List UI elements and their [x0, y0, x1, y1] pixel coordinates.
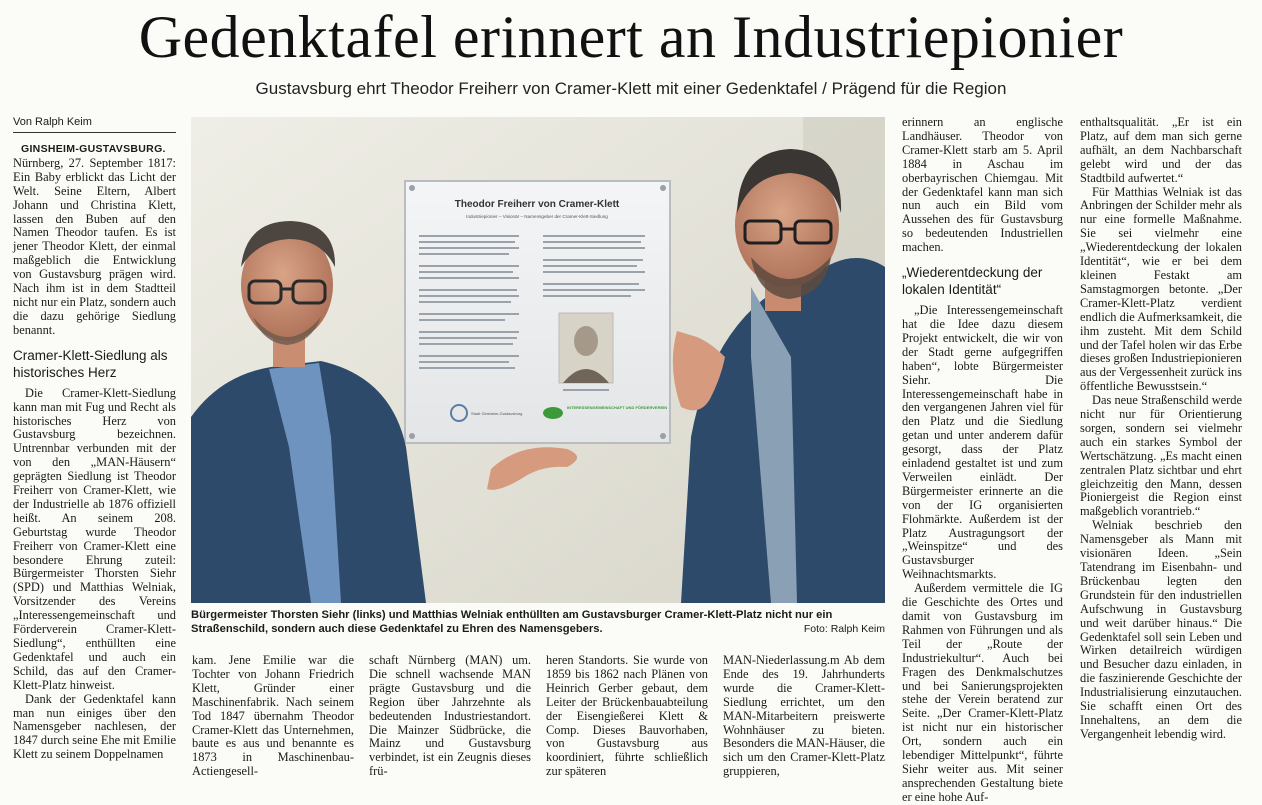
photo-illustration — [191, 117, 885, 603]
paragraph: Dank der Gedenktafel kann man nun einiges über den Namensgeber nachlesen, der 1847 durch seine Ehe mit Emilie Klett zu seinem Doppelnamen — [13, 691, 176, 762]
article-column-3 — [369, 654, 531, 779]
paragraph: Welniak beschrieb den Namensgeber als Mann mit visionären Ideen. „Sein Tatendrang im Eisenbahn- und Brückenbau legten den Grundstein für den industriellen Aufschwung in Gustavsburg und weit darüber hinaus.“ Die Gedenktafel soll sein Leben und Wirken detailreich würdigen und Besucher dazu einladen, in die faszinierende Geschichte der Industrialisierung einzutauchen. Sie schafft einen Ort des Innehaltens, an dem die Vergangenheit lebendig wird. — [1080, 518, 1242, 741]
subhead-identitaet: „Wiederentdeckung der lokalen Identität“ — [902, 265, 1043, 298]
plaque-logo-right: INTERESSENGEMEINSCHAFT UND FÖRDERVEREIN — [567, 405, 668, 410]
subhead-siedlung: Cramer-Klett-Siedlung als historisches Herz — [13, 347, 168, 380]
article-column-6 — [902, 116, 1063, 805]
article-column-1 — [13, 116, 176, 762]
article-column-5 — [723, 654, 885, 779]
photo-credit: Foto: Ralph Keim — [803, 623, 885, 635]
article-column-2 — [192, 654, 354, 779]
paragraph: „Die Interessengemeinschaft hat die Idee dazu diesem Projekt entwickelt, die wir von der Stadt gerne aufgegriffen haben“, lobte Bürgermeister Siehr. Die Interessengemeinschaft habe in den vergangenen Jahren viel für den Platz und die Siedlung getan und unter anderem dafür gesorgt, dass der Platz einladend gestaltet ist und zum Verweilen einlädt. Der Bürgermeister erinnerte an die von der IG organisierten Flohmärkte. Außerdem ist der Platz Austragungsort der „Weinspitze“ und des Gustavsburger Weihnachtsmarkts. — [902, 303, 1063, 582]
article-column-4 — [546, 654, 708, 779]
plaque-title: Theodor Freiherr von Cramer-Klett — [454, 199, 620, 210]
article-photo — [191, 117, 885, 603]
article-column-7 — [1080, 116, 1242, 742]
paragraph: erinnern an englische Landhäuser. Theodor von Cramer-Klett starb am 5. April 1884 in Aschau im oberbayrischen Chiemgau. Mit der Gedenktafel kann man sich nun auch ein Bild vom Aussehen des für Gustavsburg so bedeutenden Industriellen machen. — [902, 115, 1063, 255]
headline: Gedenktafel erinnert an Industriepionier — [138, 4, 1124, 70]
plaque — [405, 181, 670, 443]
plaque-logo-left: Stadt Ginsheim-Gustavsburg — [471, 411, 523, 416]
author-byline: Von Ralph Keim — [13, 116, 176, 133]
paragraph: Außerdem vermittele die IG die Geschichte des Ortes und damit von Gustavsburg im Rahmen von Führungen und als Teil der „Route der Industriekultur“. Auch bei Fragen des Denkmalschutzes und bei Sanierungsprojekten stehe der Verein beratend zur Seite. „Der Cramer-Klett-Platz ist nicht nur ein historischer Ort, sondern auch ein lebendiger Mittelpunkt“, führte Siehr weiter aus. Mit seiner ansprechenden Gestaltung biete er eine hohe Auf- — [902, 581, 1063, 804]
paragraph: Die Cramer-Klett-Siedlung kann man mit Fug und Recht als historisches Herz von Gustavsburg bezeichnen. Untrennbar verbunden mit der von den „MAN-Häusern“ geprägten Siedlung ist Theodor Freiherr von Cramer-Klett, wie der Industrielle ab 1876 offiziell heißt. An seinem 208. Geburtstag wurde Theodor Freiherr von Cramer-Klett eine besondere Ehrung zuteil: Bürgermeister Thorsten Siehr (SPD) und Matthias Welniak, Vorsitzender des Vereins „Interessengemeinschaft und Förderverein Cramer-Klett-Siedlung“, enthüllten eine Gedenktafel und auch ein Schild, das auf den Cramer-Klett-Platz hinweist. — [13, 385, 176, 692]
caption-text: Bürgermeister Thorsten Siehr (links) und Matthias Welniak enthüllten am Gustavsburger Cramer-Klett-Platz nicht nur ein Straßenschild, sondern auch diese Gedenktafel zu Ehren des Namensgebers. — [191, 609, 833, 635]
paragraph: enthaltsqualität. „Er ist ein Platz, auf dem man sich gerne aufhält, an dem Nachbarschaft gelebt wird und der das Stadtbild aufwertet.“ — [1080, 115, 1242, 185]
paragraph: heren Standorts. Sie wurde von 1859 bis 1862 nach Plänen von Heinrich Gerber gebaut, dem Leiter der Brückenbauabteilung der Eisengießerei Klett & Comp. Dieses Bauvorhaben, von Gustavsburg aus koordiniert, führte schließlich zur späteren — [546, 653, 708, 779]
plaque-subtitle: Industriepionier – Visionär – Namensgeber der Cramer-Klett-Siedlung — [466, 214, 608, 219]
intro-text: Nürnberg, 27. September 1817: Ein Baby erblickt das Licht der Welt. Seine Eltern, Albert Johann und Christina Klett, lassen den Buben auf den Namen Theodor taufen. Es ist jener Theodor Klett, der einmal maßgeblich die Entwicklung von Gustavsburg prägen wird. Nach ihm ist in dem Stadtteil nicht nur ein Platz, sondern auch die dazu gehörige Siedlung benannt. — [13, 155, 176, 337]
paragraph: Das neue Straßenschild werde nicht nur für Orientierung sorgen, sondern sei vielmehr auch ein starkes Symbol der Wertschätzung. „Es macht einen zentralen Platz sichtbar und ehrt gleichzeitig den Mann, dessen Pioniergeist die Region einst maßgeblich vorantrieb.“ — [1080, 393, 1242, 519]
photo-caption — [191, 608, 885, 636]
paragraph: kam. Jene Emilie war die Tochter von Johann Friedrich Klett, Gründer einer Maschinenfabrik. Nach seinem Tod 1847 übernahm Theodor Cramer-Klett das Unternehmen, baute es aus und benannte es 1873 in Maschinenbau-Actiengesell- — [192, 653, 354, 779]
paragraph: MAN-Niederlassung.m Ab dem Ende des 19. Jahrhunderts wurde die Cramer-Klett-Siedlung errichtet, um den MAN-Mitarbeitern preiswerte Wohnhäuser zu bieten. Besonders die MAN-Häuser, die sich um den Cramer-Klett-Platz gruppieren, — [723, 653, 885, 779]
dateline: GINSHEIM-GUSTAVSBURG. — [21, 143, 166, 155]
paragraph: Für Matthias Welniak ist das Anbringen der Schilder mehr als nur eine formelle Maßnahme. Sie sei vielmehr eine „Wiederentdeckung der lokalen Identität“, wie er bei dem kleinen Festakt am Samstagmorgen betonte. „Der Cramer-Klett-Platz verdient endlich die Aufmerksamkeit, die ihm zusteht. Mit dem Schild und der Tafel holen wir das Erbe dieses großen Industriepionieren aus der Vergessenheit zurück ins öffentliche Bewusstsein.“ — [1080, 184, 1242, 394]
association-logo-icon — [543, 407, 563, 419]
subheadline: Gustavsburg ehrt Theodor Freiherr von Cramer-Klett mit einer Gedenktafel / Prägend für die Region — [255, 79, 1007, 98]
paragraph: schaft Nürnberg (MAN) um. Die schnell wachsende MAN prägte Gustavsburg und die Region über Jahrzehnte als bedeutenden Industriestandort. Die Mainzer Südbrücke, die Mainz und Gustavsburg verbindet, ist ein Zeugnis dieses frü- — [369, 653, 531, 779]
intro-paragraph — [13, 142, 176, 338]
